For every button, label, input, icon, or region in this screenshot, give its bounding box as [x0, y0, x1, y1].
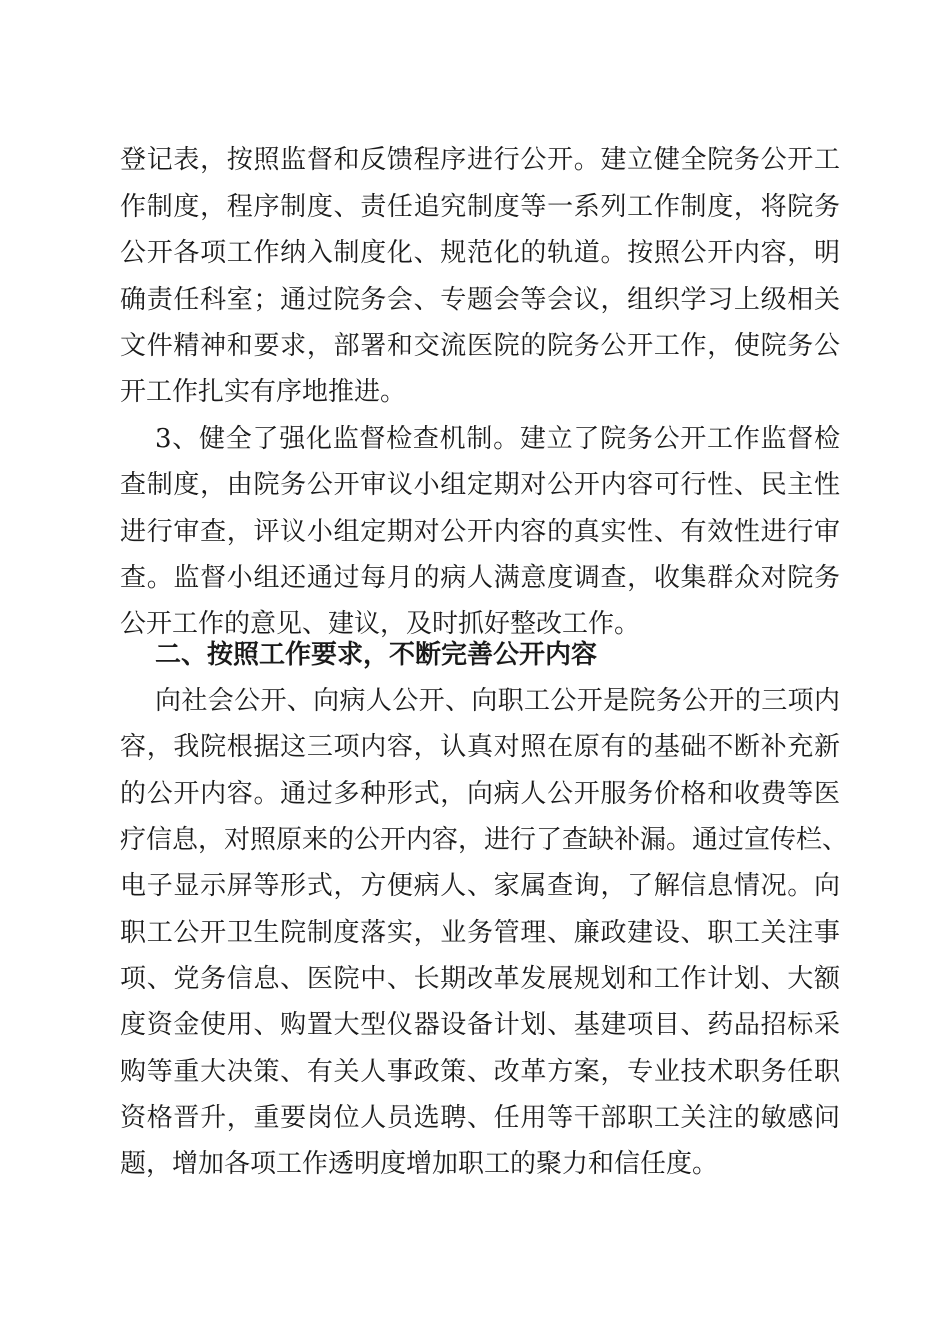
- paragraph1-line: 开工作扎实有序地推进。: [120, 377, 407, 407]
- paragraph3-line: 项、党务信息、医院中、长期改革发展规划和工作计划、大额: [120, 964, 840, 994]
- paragraph3-line: 容，我院根据这三项内容，认真对照在原有的基础不断补充新: [120, 732, 840, 762]
- paragraph2-line: 3、健全了强化监督检查机制。建立了院务公开工作监督检: [155, 424, 840, 454]
- paragraph3-line: 疗信息，对照原来的公开内容，进行了查缺补漏。通过宣传栏、: [120, 825, 849, 855]
- paragraph2-line: 查制度，由院务公开审议小组定期对公开内容可行性、民主性: [120, 470, 840, 500]
- paragraph2-line: 进行审查，评议小组定期对公开内容的真实性、有效性进行审: [120, 517, 840, 547]
- paragraph3-line: 度资金使用、购置大型仪器设备计划、基建项目、药品招标采: [120, 1010, 840, 1040]
- paragraph2-line: 公开工作的意见、建议，及时抓好整改工作。: [120, 609, 641, 639]
- paragraph3-line: 向社会公开、向病人公开、向职工公开是院务公开的三项内: [155, 686, 840, 716]
- paragraph3-line: 资格晋升，重要岗位人员选聘、任用等干部职工关注的敏感问: [120, 1103, 840, 1133]
- paragraph3-line: 题，增加各项工作透明度增加职工的聚力和信任度。: [120, 1149, 719, 1179]
- paragraph3-line: 购等重大决策、有关人事政策、改革方案，专业技术职务任职: [120, 1057, 840, 1087]
- section-heading: 二、按照工作要求，不断完善公开内容: [155, 640, 598, 670]
- paragraph1-line: 文件精神和要求，部署和交流医院的院务公开工作，使院务公: [120, 331, 840, 361]
- paragraph1-line: 作制度，程序制度、责任追究制度等一系列工作制度，将院务: [120, 192, 840, 222]
- paragraph1-line: 登记表，按照监督和反馈程序进行公开。建立健全院务公开工: [120, 145, 840, 175]
- paragraph3-line: 电子显示屏等形式，方便病人、家属查询，了解信息情况。向: [120, 871, 840, 901]
- paragraph3-line: 的公开内容。通过多种形式，向病人公开服务价格和收费等医: [120, 779, 840, 809]
- paragraph1-line: 公开各项工作纳入制度化、规范化的轨道。按照公开内容，明: [120, 238, 840, 268]
- paragraph3-line: 职工公开卫生院制度落实，业务管理、廉政建设、职工关注事: [120, 918, 840, 948]
- paragraph1-line: 确责任科室；通过院务会、专题会等会议，组织学习上级相关: [120, 285, 840, 315]
- paragraph2-line: 查。监督小组还通过每月的病人满意度调查，收集群众对院务: [120, 563, 840, 593]
